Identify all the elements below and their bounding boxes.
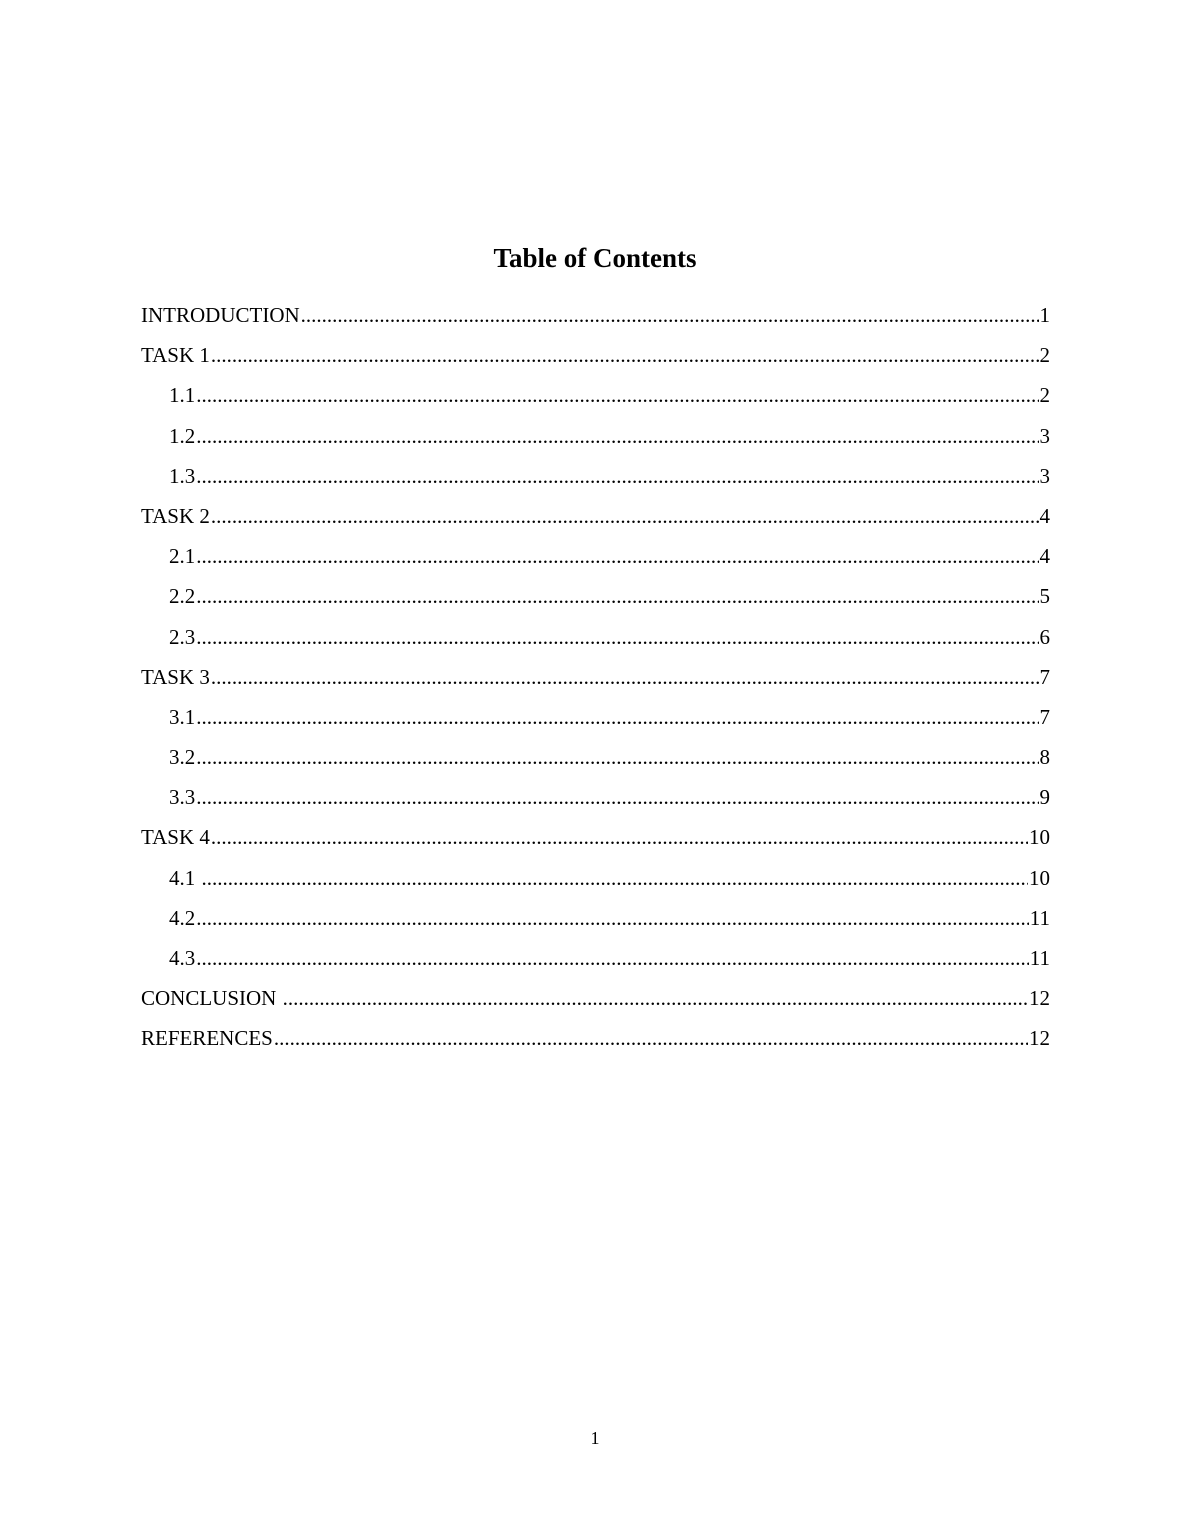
toc-entry-label: 4.3 bbox=[169, 946, 196, 970]
toc-entry-page: 6 bbox=[1039, 624, 1050, 649]
toc-entry-page: 10 bbox=[1029, 865, 1050, 890]
toc-list bbox=[141, 298, 1050, 1062]
toc-entry-page: 1 bbox=[1039, 303, 1050, 327]
toc-dot-leader bbox=[211, 820, 1028, 854]
toc-entry-page: 11 bbox=[1029, 946, 1050, 970]
toc-dot-leader bbox=[211, 338, 1039, 372]
toc-dot-leader bbox=[211, 660, 1039, 694]
toc-entry-label: 2.1 bbox=[169, 544, 196, 569]
toc-dot-leader bbox=[202, 861, 1029, 895]
toc-entry-4-2[interactable] bbox=[141, 901, 1050, 941]
toc-entry-label: TASK 3 bbox=[141, 664, 210, 689]
toc-entry-label: 4.1 bbox=[169, 865, 201, 890]
toc-entry-page: 7 bbox=[1039, 664, 1050, 689]
toc-entry-page: 2 bbox=[1039, 383, 1050, 408]
toc-entry-label: 3.3 bbox=[169, 785, 196, 810]
toc-entry-page: 12 bbox=[1029, 986, 1050, 1011]
toc-entry-page: 4 bbox=[1039, 503, 1050, 528]
toc-entry-page: 7 bbox=[1039, 704, 1050, 729]
toc-entry-2-1[interactable] bbox=[141, 539, 1050, 579]
toc-entry-page: 3 bbox=[1039, 423, 1050, 448]
toc-entry-1-2[interactable] bbox=[141, 419, 1050, 459]
toc-entry-3-3[interactable] bbox=[141, 780, 1050, 820]
toc-entry-page: 10 bbox=[1029, 825, 1050, 850]
toc-dot-leader bbox=[196, 539, 1038, 573]
toc-entry-page: 5 bbox=[1039, 584, 1050, 609]
toc-dot-leader bbox=[283, 981, 1028, 1015]
toc-dot-leader bbox=[196, 459, 1038, 493]
toc-entry-label: TASK 1 bbox=[141, 343, 210, 368]
toc-entry-page: 11 bbox=[1029, 905, 1050, 930]
toc-entry-4-3[interactable] bbox=[141, 941, 1050, 981]
toc-dot-leader bbox=[196, 700, 1038, 734]
toc-entry-label: TASK 2 bbox=[141, 503, 210, 528]
toc-entry-introduction[interactable] bbox=[141, 298, 1050, 338]
toc-entry-page: 8 bbox=[1039, 745, 1050, 770]
toc-dot-leader bbox=[274, 1021, 1028, 1055]
toc-entry-label: TASK 4 bbox=[141, 825, 210, 850]
toc-entry-task-4[interactable] bbox=[141, 820, 1050, 860]
toc-entry-label: CONCLUSION bbox=[141, 986, 282, 1011]
toc-entry-page: 2 bbox=[1039, 343, 1050, 368]
toc-entry-label: 1.2 bbox=[169, 423, 196, 448]
toc-entry-4-1[interactable] bbox=[141, 861, 1050, 901]
toc-entry-2-2[interactable] bbox=[141, 579, 1050, 619]
toc-dot-leader bbox=[196, 378, 1038, 412]
toc-entry-2-3[interactable] bbox=[141, 620, 1050, 660]
toc-title: Table of Contents bbox=[493, 243, 697, 273]
toc-dot-leader bbox=[196, 740, 1038, 774]
page-number: 1 bbox=[590, 1428, 600, 1448]
toc-entry-1-1[interactable] bbox=[141, 378, 1050, 418]
toc-dot-leader bbox=[301, 298, 1039, 332]
toc-entry-1-3[interactable] bbox=[141, 459, 1050, 499]
toc-entry-page: 3 bbox=[1039, 463, 1050, 488]
toc-dot-leader bbox=[211, 499, 1039, 533]
toc-entry-label: 3.1 bbox=[169, 704, 196, 729]
toc-entry-3-2[interactable] bbox=[141, 740, 1050, 780]
toc-dot-leader bbox=[196, 579, 1038, 613]
toc-dot-leader bbox=[196, 901, 1029, 935]
toc-dot-leader bbox=[196, 419, 1038, 453]
toc-dot-leader bbox=[196, 620, 1038, 654]
toc-entry-label: 3.2 bbox=[169, 745, 196, 770]
toc-entry-page: 9 bbox=[1039, 785, 1050, 810]
toc-entry-label: 2.2 bbox=[169, 584, 196, 609]
toc-dot-leader bbox=[196, 941, 1029, 975]
toc-entry-conclusion[interactable] bbox=[141, 981, 1050, 1021]
toc-entry-task-3[interactable] bbox=[141, 660, 1050, 700]
toc-entry-page: 4 bbox=[1039, 544, 1050, 569]
toc-entry-references[interactable] bbox=[141, 1021, 1050, 1061]
toc-entry-page: 12 bbox=[1029, 1026, 1050, 1051]
toc-entry-label: INTRODUCTION bbox=[141, 303, 300, 327]
toc-entry-label: 1.3 bbox=[169, 463, 196, 488]
toc-entry-label: REFERENCES bbox=[141, 1026, 273, 1051]
toc-entry-3-1[interactable] bbox=[141, 700, 1050, 740]
toc-entry-label: 2.3 bbox=[169, 624, 196, 649]
toc-entry-task-1[interactable] bbox=[141, 338, 1050, 378]
toc-entry-label: 1.1 bbox=[169, 383, 196, 408]
toc-entry-label: 4.2 bbox=[169, 905, 196, 930]
toc-entry-task-2[interactable] bbox=[141, 499, 1050, 539]
toc-dot-leader bbox=[196, 780, 1038, 814]
